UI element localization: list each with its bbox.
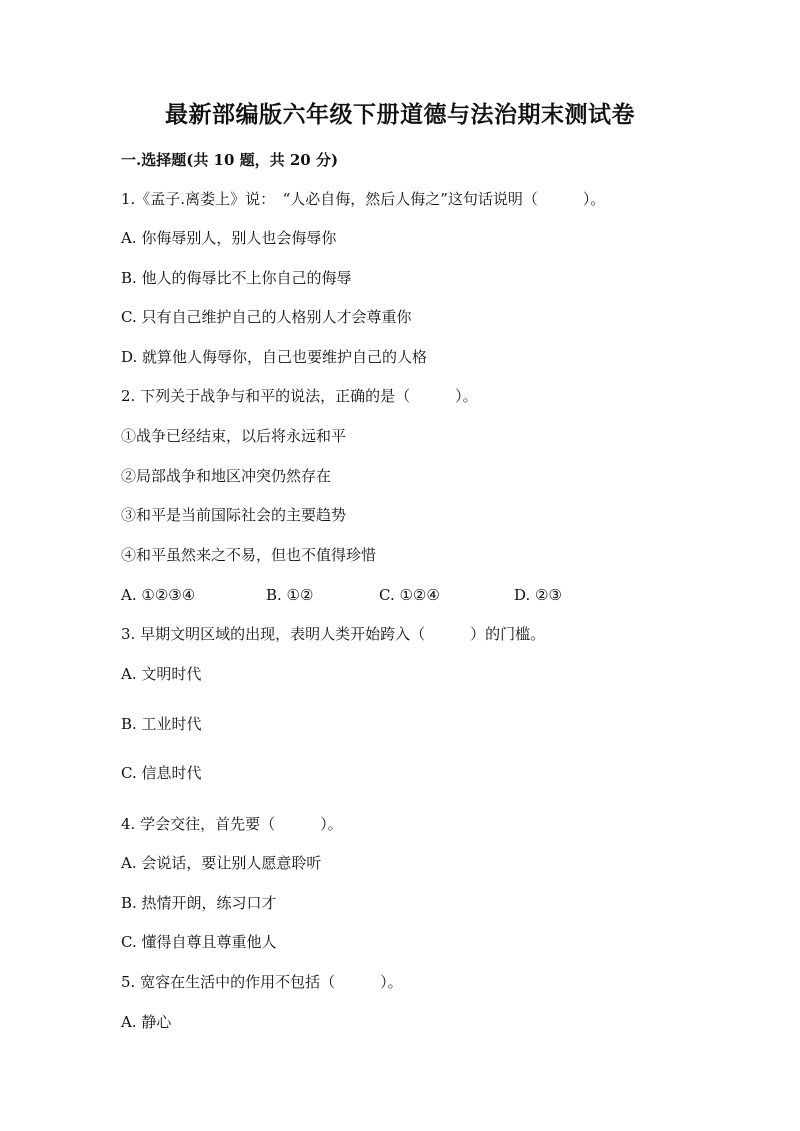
question-2-option-d: D. ②③ (514, 586, 562, 604)
question-2-statement-4: ④和平虽然来之不易，但也不值得珍惜 (121, 546, 377, 564)
question-4-stem: 4. 学会交往，首先要（ ）。 (121, 815, 343, 833)
section-heading: 一.选择题(共 10 题，共 20 分) (121, 151, 339, 169)
question-3-option-a: A. 文明时代 (121, 665, 202, 683)
question-3-stem: 3. 早期文明区域的出现，表明人类开始跨入（ ）的门槛。 (121, 625, 546, 643)
page-title: 最新部编版六年级下册道德与法治期末测试卷 (165, 101, 635, 128)
question-4-option-b: B. 热情开朗，练习口才 (121, 894, 277, 912)
question-2-option-b: B. ①② (266, 586, 314, 604)
question-1-option-b: B. 他人的侮辱比不上你自己的侮辱 (121, 269, 352, 287)
question-1-option-a: A. 你侮辱别人，别人也会侮辱你 (121, 229, 337, 247)
question-1-option-c: C. 只有自己维护自己的人格别人才会尊重你 (121, 308, 412, 326)
question-4-option-c: C. 懂得自尊且尊重他人 (121, 933, 277, 951)
question-2-option-c: C. ①②④ (379, 586, 440, 604)
question-2-statement-2: ②局部战争和地区冲突仍然存在 (121, 467, 332, 485)
question-5-option-a: A. 静心 (121, 1013, 172, 1031)
question-2-stem: 2. 下列关于战争与和平的说法，正确的是（ ）。 (121, 387, 478, 405)
question-2-statement-1: ①战争已经结束，以后将永远和平 (121, 427, 347, 445)
question-3-option-b: B. 工业时代 (121, 715, 202, 733)
question-4-option-a: A. 会说话，要让别人愿意聆听 (121, 854, 322, 872)
question-5-stem: 5. 宽容在生活中的作用不包括（ ）。 (121, 973, 403, 991)
question-2-statement-3: ③和平是当前国际社会的主要趋势 (121, 506, 347, 524)
question-1-option-d: D. 就算他人侮辱你，自己也要维护自己的人格 (121, 348, 428, 366)
question-1-stem: 1.《孟子.离娄上》说： “人必自侮，然后人侮之”这句话说明（ ）。 (121, 190, 606, 208)
question-3-option-c: C. 信息时代 (121, 764, 202, 782)
question-2-option-a: A. ①②③④ (121, 586, 196, 604)
